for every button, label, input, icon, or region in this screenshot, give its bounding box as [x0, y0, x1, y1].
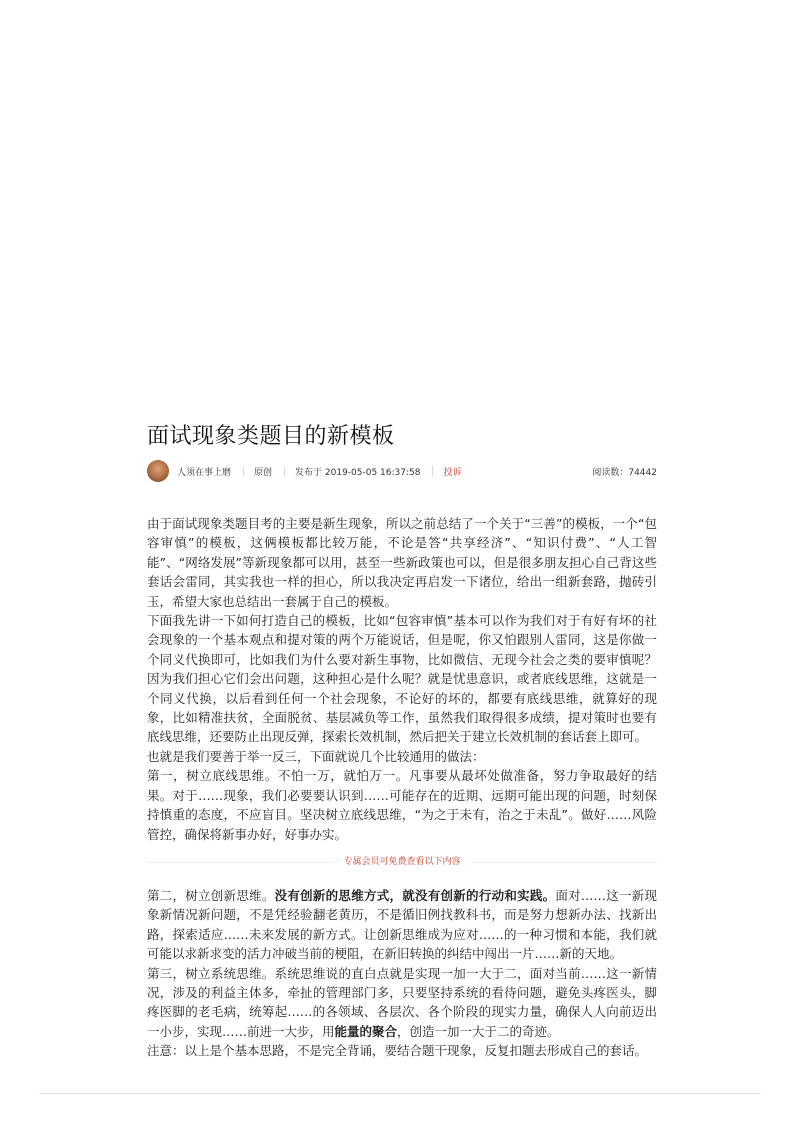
author-name[interactable]: 人须在事上磨 [177, 467, 232, 478]
member-notice[interactable]: 专属会员可免费查看以下内容 [343, 857, 461, 868]
paragraph: 注意：以上是个基本思路，不是完全背诵，要结合题干现象，反复扣题去形成自己的套话。 [147, 1043, 648, 1059]
footer-divider [40, 1093, 760, 1094]
avatar[interactable] [147, 460, 169, 482]
paragraph: 也就是我们要善于举一反三，下面就说几个比较通用的做法： [147, 748, 485, 764]
article-body [147, 514, 657, 1061]
article-type: 原创 [254, 467, 273, 478]
read-count: 阅读数：74442 [592, 467, 657, 478]
paragraph [147, 964, 657, 1042]
paragraph-text: ，创造一加一大于二的奇迹。 [397, 1023, 560, 1039]
paragraph: 由于面试现象类题目考的主要是新生现象，所以之前总结了一个关于“三善”的模板，一个“包容审慎”的模板，这俩模板都比较万能，不论是答“共享经济”、“知识付费”、“人工智能”、“网络发展”等新现象都可以用，甚至一些新政策也可以，但是很多朋友担心自己背这些套话会雷同，其实我也一样的担心，所以我决定再启发一下诸位，给出一组新套路，抛砖引玉，希望大家也总结出一套属于自己的模板。 [147, 516, 657, 609]
publish-date: 发布于 2019-05-05 16:37:58 [295, 467, 421, 478]
member-divider [147, 848, 657, 878]
meta-divider [243, 466, 244, 476]
paragraph-lead: 第二，树立创新思维。 [147, 887, 275, 903]
paragraph: 下面我先讲一下如何打造自己的模板，比如“包容审慎”基本可以作为我们对于有好有坏的社会现象的一个基本观点和提对策的两个万能说话，但是呢，你又怕跟别人雷同，这是你做一个同义代换即可，比如我们为什么要对新生事物，比如微信、无现今社会之类的要审慎呢？因为我们担心它们会出问题，这种担心是什么呢？就是忧患意识，或者底线思维，这就是一个同义代换，以后看到任何一个社会现象，不论好的坏的，都要有底线思维，就算好的现象，比如精准扶贫，全面脱贫、基层减负等工作，虽然我们取得很多成绩，提对策时也要有底线思维，还要防止出现反弹，探索长效机制，然后把关于建立长效机制的套话套上即可。 [147, 613, 657, 745]
article-title: 面试现象类题目的新模板 [147, 424, 395, 449]
bold-phrase: 能量的聚合 [334, 1023, 398, 1039]
paragraph-text: 第三，树立系统思维。系统思维说的直白点就是实现一加一大于二，面对当前……这一新情况，涉及的利益主体多，牵扯的管理部门多，只要坚持系统的看待问题，避免头疼医头，脚疼医脚的老毛病，统筹起……的各领域、各层次、各个阶段的现实力量，确保人人向前迈出一小步，实现……前进一大步，用 [147, 965, 657, 1039]
paragraph: 第一，树立底线思维。不怕一万，就怕万一。凡事要从最坏处做准备，努力争取最好的结果。对于……现象，我们必要要认识到……可能存在的近期、远期可能出现的问题，时刻保持慎重的态度，不应盲目。坚决树立底线思维，“为之于未有，治之于未乱”。做好……风险管控，确保将新事办好，好事办实。 [147, 768, 657, 842]
divider-line [471, 862, 658, 863]
meta-divider [284, 466, 285, 476]
divider-line [147, 862, 334, 863]
meta-divider [432, 466, 433, 476]
article-meta [147, 458, 657, 484]
paragraph [147, 886, 657, 964]
report-link[interactable]: 投诉 [443, 467, 462, 478]
bold-phrase: 没有创新的思维方式，就没有创新的行动和实践。 [274, 887, 556, 903]
paragraph-text: 面对……这一新现象新情况新问题，不是凭经验翻老黄历，不是循旧例找教科书，而是努力想新办法、找新出路，探索适应……未来发展的新方式。让创新思维成为应对……的一种习惯和本能，我们就可能以求新求变的活力冲破当前的梗阻，在新旧转换的纠结中闯出一片……新的天地。 [147, 887, 657, 962]
article [147, 420, 657, 1059]
